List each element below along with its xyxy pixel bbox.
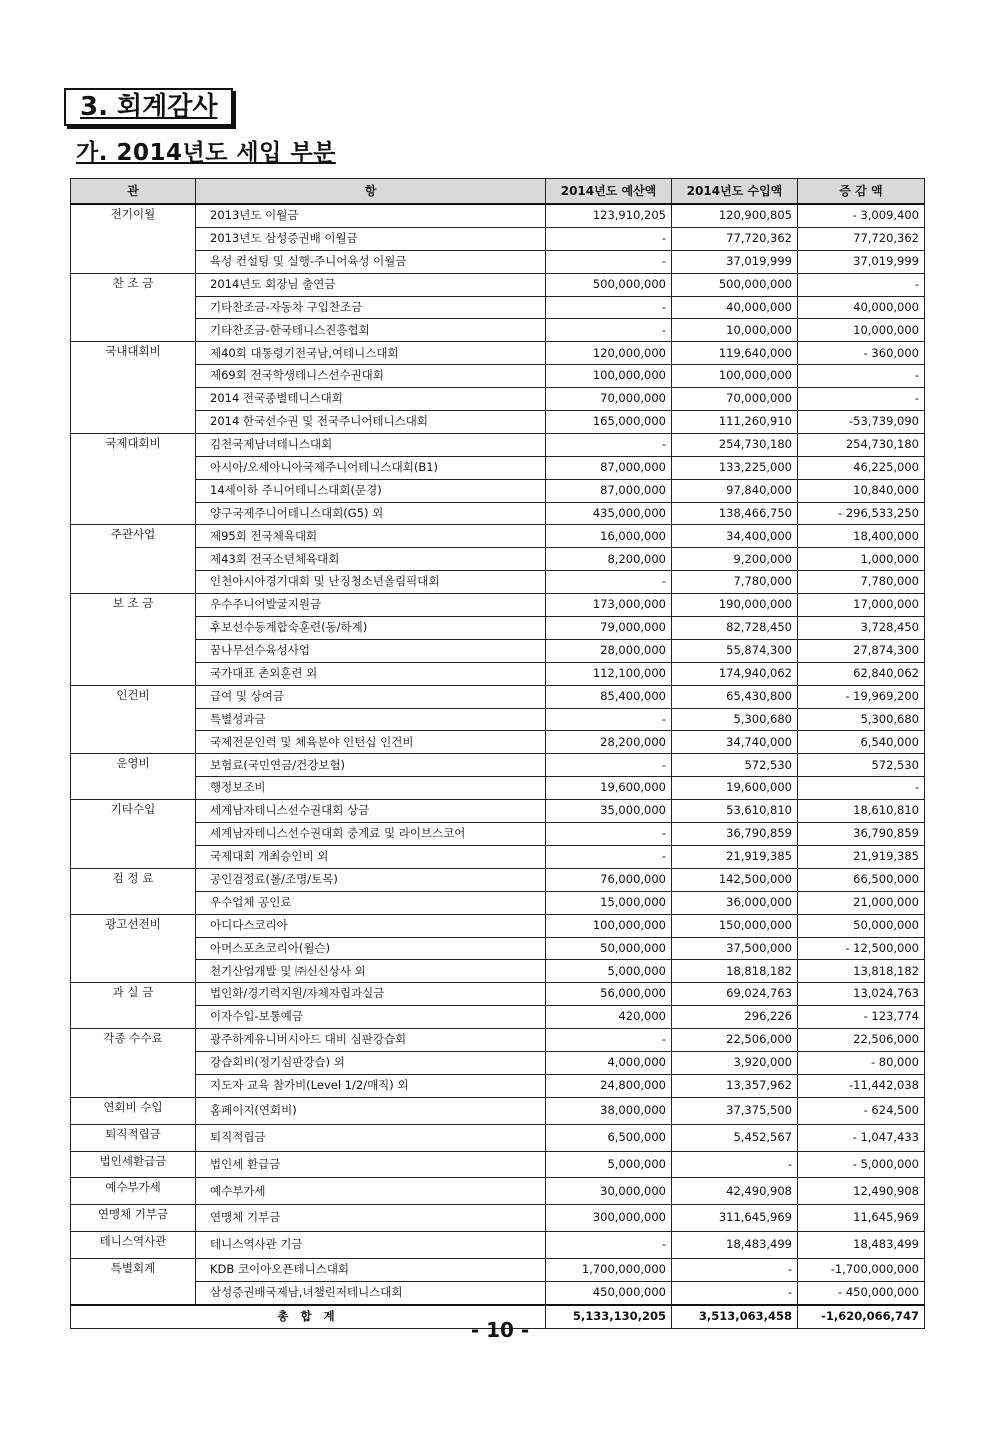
diff-value: 46,225,000	[798, 456, 925, 479]
table-row	[71, 296, 925, 319]
budget-value: 420,000	[546, 1006, 672, 1029]
revenue-value: 133,225,000	[672, 456, 798, 479]
table-row	[71, 525, 925, 548]
item-name: 기타찬조금-자동차 구입찬조금	[196, 296, 546, 319]
budget-value: 435,000,000	[546, 502, 672, 525]
revenue-value: 120,900,805	[672, 204, 798, 227]
table-row	[71, 433, 925, 456]
budget-value: 30,000,000	[546, 1178, 672, 1205]
revenue-value: 18,818,182	[672, 960, 798, 983]
item-name: 2013년도 삼성증권배 이월금	[196, 227, 546, 250]
total-label: 총 합 계	[71, 1305, 546, 1328]
budget-value: 100,000,000	[546, 365, 672, 388]
revenue-value: 190,000,000	[672, 594, 798, 617]
category-cell: 각종 수수료	[71, 1029, 196, 1098]
budget-value: 85,400,000	[546, 685, 672, 708]
table-row	[71, 548, 925, 571]
category-cell: 검 정 료	[71, 868, 196, 914]
budget-value: -	[546, 845, 672, 868]
item-name: 이자수입-보통예금	[196, 1006, 546, 1029]
diff-value: 572,530	[798, 754, 925, 777]
revenue-value: 36,000,000	[672, 891, 798, 914]
item-name: 꿈나무선수육성사업	[196, 639, 546, 662]
revenue-value: 311,645,969	[672, 1205, 798, 1232]
total-budget: 5,133,130,205	[546, 1305, 672, 1328]
diff-value: -	[798, 777, 925, 800]
item-name: 법인화/경기력지원/자체자립과실금	[196, 983, 546, 1006]
revenue-value: 37,500,000	[672, 937, 798, 960]
table-row	[71, 250, 925, 273]
diff-value: 11,645,969	[798, 1205, 925, 1232]
diff-value: - 123,774	[798, 1006, 925, 1029]
category-cell: 특별회계	[71, 1259, 196, 1305]
table-row	[71, 662, 925, 685]
item-name: 삼성증권배국제남,녀챌린저테니스대회	[196, 1281, 546, 1304]
table-row	[71, 868, 925, 891]
page-number: - 10 -	[470, 1318, 530, 1342]
revenue-value: 34,400,000	[672, 525, 798, 548]
diff-value: - 624,500	[798, 1097, 925, 1124]
diff-value: 37,019,999	[798, 250, 925, 273]
revenue-value: 111,260,910	[672, 411, 798, 434]
category-cell: 운영비	[71, 754, 196, 800]
revenue-value: 119,640,000	[672, 342, 798, 365]
revenue-value: 5,300,680	[672, 708, 798, 731]
header-revenue: 2014년도 수입액	[672, 179, 798, 205]
item-name: 테니스역사관 기금	[196, 1232, 546, 1259]
budget-value: -	[546, 823, 672, 846]
item-name: 아디다스코리아	[196, 914, 546, 937]
table-row	[71, 891, 925, 914]
category-cell: 연맹체 기부금	[71, 1205, 196, 1232]
item-name: 홈페이지(연회비)	[196, 1097, 546, 1124]
item-name: 법인세 환급금	[196, 1151, 546, 1178]
budget-value: 100,000,000	[546, 914, 672, 937]
table-row	[71, 823, 925, 846]
revenue-value: 572,530	[672, 754, 798, 777]
revenue-value: 55,874,300	[672, 639, 798, 662]
budget-value: 300,000,000	[546, 1205, 672, 1232]
item-name: 우수주니어발굴지원금	[196, 594, 546, 617]
revenue-value: 40,000,000	[672, 296, 798, 319]
item-name: 김천국제남녀테니스대회	[196, 433, 546, 456]
diff-value: - 12,500,000	[798, 937, 925, 960]
item-name: 특별성과금	[196, 708, 546, 731]
item-name: 천기산업개발 및 ㈜신신상사 외	[196, 960, 546, 983]
item-name: 국가대표 촌외훈련 외	[196, 662, 546, 685]
diff-value: 10,000,000	[798, 319, 925, 342]
item-name: 제40회 대통령기전국남,여테니스대회	[196, 342, 546, 365]
item-name: 2013년도 이월금	[196, 204, 546, 227]
revenue-value: 150,000,000	[672, 914, 798, 937]
category-cell: 법인세환급금	[71, 1151, 196, 1178]
item-name: 제69회 전국학생테니스선수권대회	[196, 365, 546, 388]
revenue-value: 36,790,859	[672, 823, 798, 846]
table-row	[71, 227, 925, 250]
revenue-value: -	[672, 1259, 798, 1282]
budget-value: -	[546, 250, 672, 273]
budget-value: 56,000,000	[546, 983, 672, 1006]
budget-value: 28,200,000	[546, 731, 672, 754]
diff-value: -1,700,000,000	[798, 1259, 925, 1282]
category-cell: 전기이월	[71, 204, 196, 273]
header-diff: 증 감 액	[798, 179, 925, 205]
revenue-value: 70,000,000	[672, 388, 798, 411]
revenue-value: 9,200,000	[672, 548, 798, 571]
revenue-value: 65,430,800	[672, 685, 798, 708]
budget-value: 24,800,000	[546, 1074, 672, 1097]
table-row	[71, 960, 925, 983]
table-row	[71, 1205, 925, 1232]
category-cell: 과 실 금	[71, 983, 196, 1029]
revenue-value: 21,919,385	[672, 845, 798, 868]
table-row	[71, 617, 925, 640]
table-row	[71, 639, 925, 662]
diff-value: 6,540,000	[798, 731, 925, 754]
item-name: 양구국제주니어테니스대회(G5) 외	[196, 502, 546, 525]
revenue-value: 296,226	[672, 1006, 798, 1029]
category-cell: 주관사업	[71, 525, 196, 594]
item-name: 공인검정료(볼/조명/토목)	[196, 868, 546, 891]
item-name: 강습회비(정기심판강습) 외	[196, 1051, 546, 1074]
section-heading: 3. 회계감사	[64, 88, 233, 126]
table-row	[71, 845, 925, 868]
revenue-value: 37,019,999	[672, 250, 798, 273]
diff-value: 17,000,000	[798, 594, 925, 617]
item-name: 우수업체 공인료	[196, 891, 546, 914]
budget-value: 500,000,000	[546, 273, 672, 296]
diff-value: -	[798, 388, 925, 411]
table-row	[71, 1124, 925, 1151]
revenue-value: 82,728,450	[672, 617, 798, 640]
item-name: 세계남자테니스선수권대회 중계료 및 라이브스코어	[196, 823, 546, 846]
subsection-heading: 가. 2014년도 세입 부분	[76, 140, 336, 166]
budget-value: 120,000,000	[546, 342, 672, 365]
category-cell: 기타수입	[71, 800, 196, 869]
diff-value: 18,610,810	[798, 800, 925, 823]
diff-value: -	[798, 365, 925, 388]
table-row	[71, 731, 925, 754]
header-hang: 항	[196, 179, 546, 205]
item-name: 육성 컨설팅 및 실행-주니어육성 이월금	[196, 250, 546, 273]
table-row	[71, 571, 925, 594]
item-name: 연맹체 기부금	[196, 1205, 546, 1232]
budget-value: 4,000,000	[546, 1051, 672, 1074]
revenue-value: 77,720,362	[672, 227, 798, 250]
category-cell: 연회비 수입	[71, 1097, 196, 1124]
category-cell: 예수부가세	[71, 1178, 196, 1205]
diff-value: - 3,009,400	[798, 204, 925, 227]
diff-value: 77,720,362	[798, 227, 925, 250]
diff-value: - 1,047,433	[798, 1124, 925, 1151]
revenue-value: 34,740,000	[672, 731, 798, 754]
diff-value: 18,400,000	[798, 525, 925, 548]
revenue-value: 254,730,180	[672, 433, 798, 456]
item-name: 보험료(국민연금/건강보험)	[196, 754, 546, 777]
item-name: 국제대회 개최승인비 외	[196, 845, 546, 868]
diff-value: 21,919,385	[798, 845, 925, 868]
diff-value: 12,490,908	[798, 1178, 925, 1205]
revenue-value: 142,500,000	[672, 868, 798, 891]
budget-value: 15,000,000	[546, 891, 672, 914]
budget-value: 112,100,000	[546, 662, 672, 685]
item-name: 아머스포츠코리아(윌슨)	[196, 937, 546, 960]
diff-value: 62,840,062	[798, 662, 925, 685]
item-name: 아시아/오세아니아국제주니어테니스대회(B1)	[196, 456, 546, 479]
revenue-value: 13,357,962	[672, 1074, 798, 1097]
table-row	[71, 1051, 925, 1074]
budget-value: -	[546, 708, 672, 731]
budget-value: 19,600,000	[546, 777, 672, 800]
table-row	[71, 1259, 925, 1282]
revenue-value: 37,375,500	[672, 1097, 798, 1124]
budget-value: -	[546, 319, 672, 342]
table-row	[71, 983, 925, 1006]
table-row	[71, 800, 925, 823]
diff-value: 13,818,182	[798, 960, 925, 983]
revenue-value: 18,483,499	[672, 1232, 798, 1259]
table-row	[71, 685, 925, 708]
diff-value: -53,739,090	[798, 411, 925, 434]
diff-value: -	[798, 273, 925, 296]
header-gwan: 관	[71, 179, 196, 205]
table-row	[71, 754, 925, 777]
category-cell: 테니스역사관	[71, 1232, 196, 1259]
budget-value: 28,000,000	[546, 639, 672, 662]
revenue-value: 3,920,000	[672, 1051, 798, 1074]
budget-value: 450,000,000	[546, 1281, 672, 1304]
revenue-table	[70, 178, 925, 1329]
diff-value: 5,300,680	[798, 708, 925, 731]
table-row	[71, 479, 925, 502]
diff-value: - 360,000	[798, 342, 925, 365]
item-name: 퇴직적립금	[196, 1124, 546, 1151]
table-row	[71, 1178, 925, 1205]
budget-value: -	[546, 571, 672, 594]
table-row	[71, 273, 925, 296]
table-row	[71, 204, 925, 227]
diff-value: - 296,533,250	[798, 502, 925, 525]
item-name: 14세이하 주니어테니스대회(문경)	[196, 479, 546, 502]
table-row	[71, 708, 925, 731]
revenue-value: 97,840,000	[672, 479, 798, 502]
table-row	[71, 1097, 925, 1124]
table-row	[71, 777, 925, 800]
diff-value: 21,000,000	[798, 891, 925, 914]
category-cell: 보 조 금	[71, 594, 196, 686]
budget-value: -	[546, 433, 672, 456]
budget-value: 123,910,205	[546, 204, 672, 227]
budget-value: 50,000,000	[546, 937, 672, 960]
item-name: 급여 및 상여금	[196, 685, 546, 708]
diff-value: - 450,000,000	[798, 1281, 925, 1304]
table-row	[71, 411, 925, 434]
budget-value: 38,000,000	[546, 1097, 672, 1124]
item-name: 제43회 전국소년체육대회	[196, 548, 546, 571]
budget-value: 5,000,000	[546, 960, 672, 983]
diff-value: 22,506,000	[798, 1029, 925, 1052]
revenue-value: 100,000,000	[672, 365, 798, 388]
diff-value: - 5,000,000	[798, 1151, 925, 1178]
diff-value: 40,000,000	[798, 296, 925, 319]
table-row	[71, 1006, 925, 1029]
item-name: 후보선수동계합숙훈련(동/하계)	[196, 617, 546, 640]
table-row	[71, 1232, 925, 1259]
category-cell: 찬 조 금	[71, 273, 196, 342]
item-name: 국제전문인력 및 체육분야 인턴십 인건비	[196, 731, 546, 754]
table-row	[71, 1281, 925, 1304]
item-name: 인천아시아경기대회 및 난징청소년올림픽대회	[196, 571, 546, 594]
total-revenue: 3,513,063,458	[672, 1305, 798, 1328]
revenue-value: 174,940,062	[672, 662, 798, 685]
diff-value: 3,728,450	[798, 617, 925, 640]
revenue-value: 7,780,000	[672, 571, 798, 594]
diff-value: 13,024,763	[798, 983, 925, 1006]
budget-value: 76,000,000	[546, 868, 672, 891]
table-row	[71, 1151, 925, 1178]
table-row	[71, 1029, 925, 1052]
revenue-value: 19,600,000	[672, 777, 798, 800]
item-name: 2014년도 회장님 출연금	[196, 273, 546, 296]
budget-value: 5,000,000	[546, 1151, 672, 1178]
revenue-value: 138,466,750	[672, 502, 798, 525]
budget-value: 35,000,000	[546, 800, 672, 823]
budget-value: 70,000,000	[546, 388, 672, 411]
table-row	[71, 388, 925, 411]
item-name: 예수부가세	[196, 1178, 546, 1205]
total-diff: -1,620,066,747	[798, 1305, 925, 1328]
revenue-value: 69,024,763	[672, 983, 798, 1006]
budget-value: 6,500,000	[546, 1124, 672, 1151]
budget-value: -	[546, 296, 672, 319]
budget-value: 8,200,000	[546, 548, 672, 571]
item-name: 2014 전국종별테니스대회	[196, 388, 546, 411]
category-cell: 퇴직적립금	[71, 1124, 196, 1151]
budget-value: -	[546, 227, 672, 250]
diff-value: - 80,000	[798, 1051, 925, 1074]
category-cell: 인건비	[71, 685, 196, 754]
category-cell: 국제대회비	[71, 433, 196, 525]
item-name: KDB 코이아오픈테니스대회	[196, 1259, 546, 1282]
item-name: 행정보조비	[196, 777, 546, 800]
diff-value: 66,500,000	[798, 868, 925, 891]
item-name: 기타찬조금-한국테니스진흥협회	[196, 319, 546, 342]
item-name: 지도자 교육 참가비(Level 1/2/매직) 외	[196, 1074, 546, 1097]
diff-value: 254,730,180	[798, 433, 925, 456]
diff-value: 7,780,000	[798, 571, 925, 594]
budget-value: -	[546, 1029, 672, 1052]
revenue-value: 10,000,000	[672, 319, 798, 342]
table-row	[71, 365, 925, 388]
table-row	[71, 594, 925, 617]
budget-value: 1,700,000,000	[546, 1259, 672, 1282]
revenue-value: 22,506,000	[672, 1029, 798, 1052]
table-row	[71, 914, 925, 937]
revenue-value: 5,452,567	[672, 1124, 798, 1151]
table-row	[71, 937, 925, 960]
table-row	[71, 342, 925, 365]
item-name: 세계남자테니스선수권대회 상금	[196, 800, 546, 823]
budget-value: 87,000,000	[546, 479, 672, 502]
diff-value: -11,442,038	[798, 1074, 925, 1097]
budget-value: -	[546, 754, 672, 777]
diff-value: 1,000,000	[798, 548, 925, 571]
diff-value: 27,874,300	[798, 639, 925, 662]
revenue-value: 42,490,908	[672, 1178, 798, 1205]
budget-value: 16,000,000	[546, 525, 672, 548]
revenue-value: -	[672, 1151, 798, 1178]
category-cell: 광고선전비	[71, 914, 196, 983]
revenue-value: 53,610,810	[672, 800, 798, 823]
diff-value: - 19,969,200	[798, 685, 925, 708]
budget-value: 79,000,000	[546, 617, 672, 640]
table-row	[71, 1074, 925, 1097]
budget-value: 87,000,000	[546, 456, 672, 479]
item-name: 제95회 전국체육대회	[196, 525, 546, 548]
budget-value: 173,000,000	[546, 594, 672, 617]
diff-value: 50,000,000	[798, 914, 925, 937]
table-row	[71, 502, 925, 525]
diff-value: 36,790,859	[798, 823, 925, 846]
table-body	[71, 204, 925, 1305]
header-budget: 2014년도 예산액	[546, 179, 672, 205]
table-row	[71, 319, 925, 342]
table-header-row	[71, 179, 925, 205]
budget-value: -	[546, 1232, 672, 1259]
diff-value: 18,483,499	[798, 1232, 925, 1259]
table-row	[71, 456, 925, 479]
category-cell: 국내대회비	[71, 342, 196, 434]
item-name: 광주하계유니버시아드 대비 심판강습회	[196, 1029, 546, 1052]
revenue-value: 500,000,000	[672, 273, 798, 296]
budget-value: 165,000,000	[546, 411, 672, 434]
diff-value: 10,840,000	[798, 479, 925, 502]
revenue-value: -	[672, 1281, 798, 1304]
item-name: 2014 한국선수권 및 전국주니어테니스대회	[196, 411, 546, 434]
